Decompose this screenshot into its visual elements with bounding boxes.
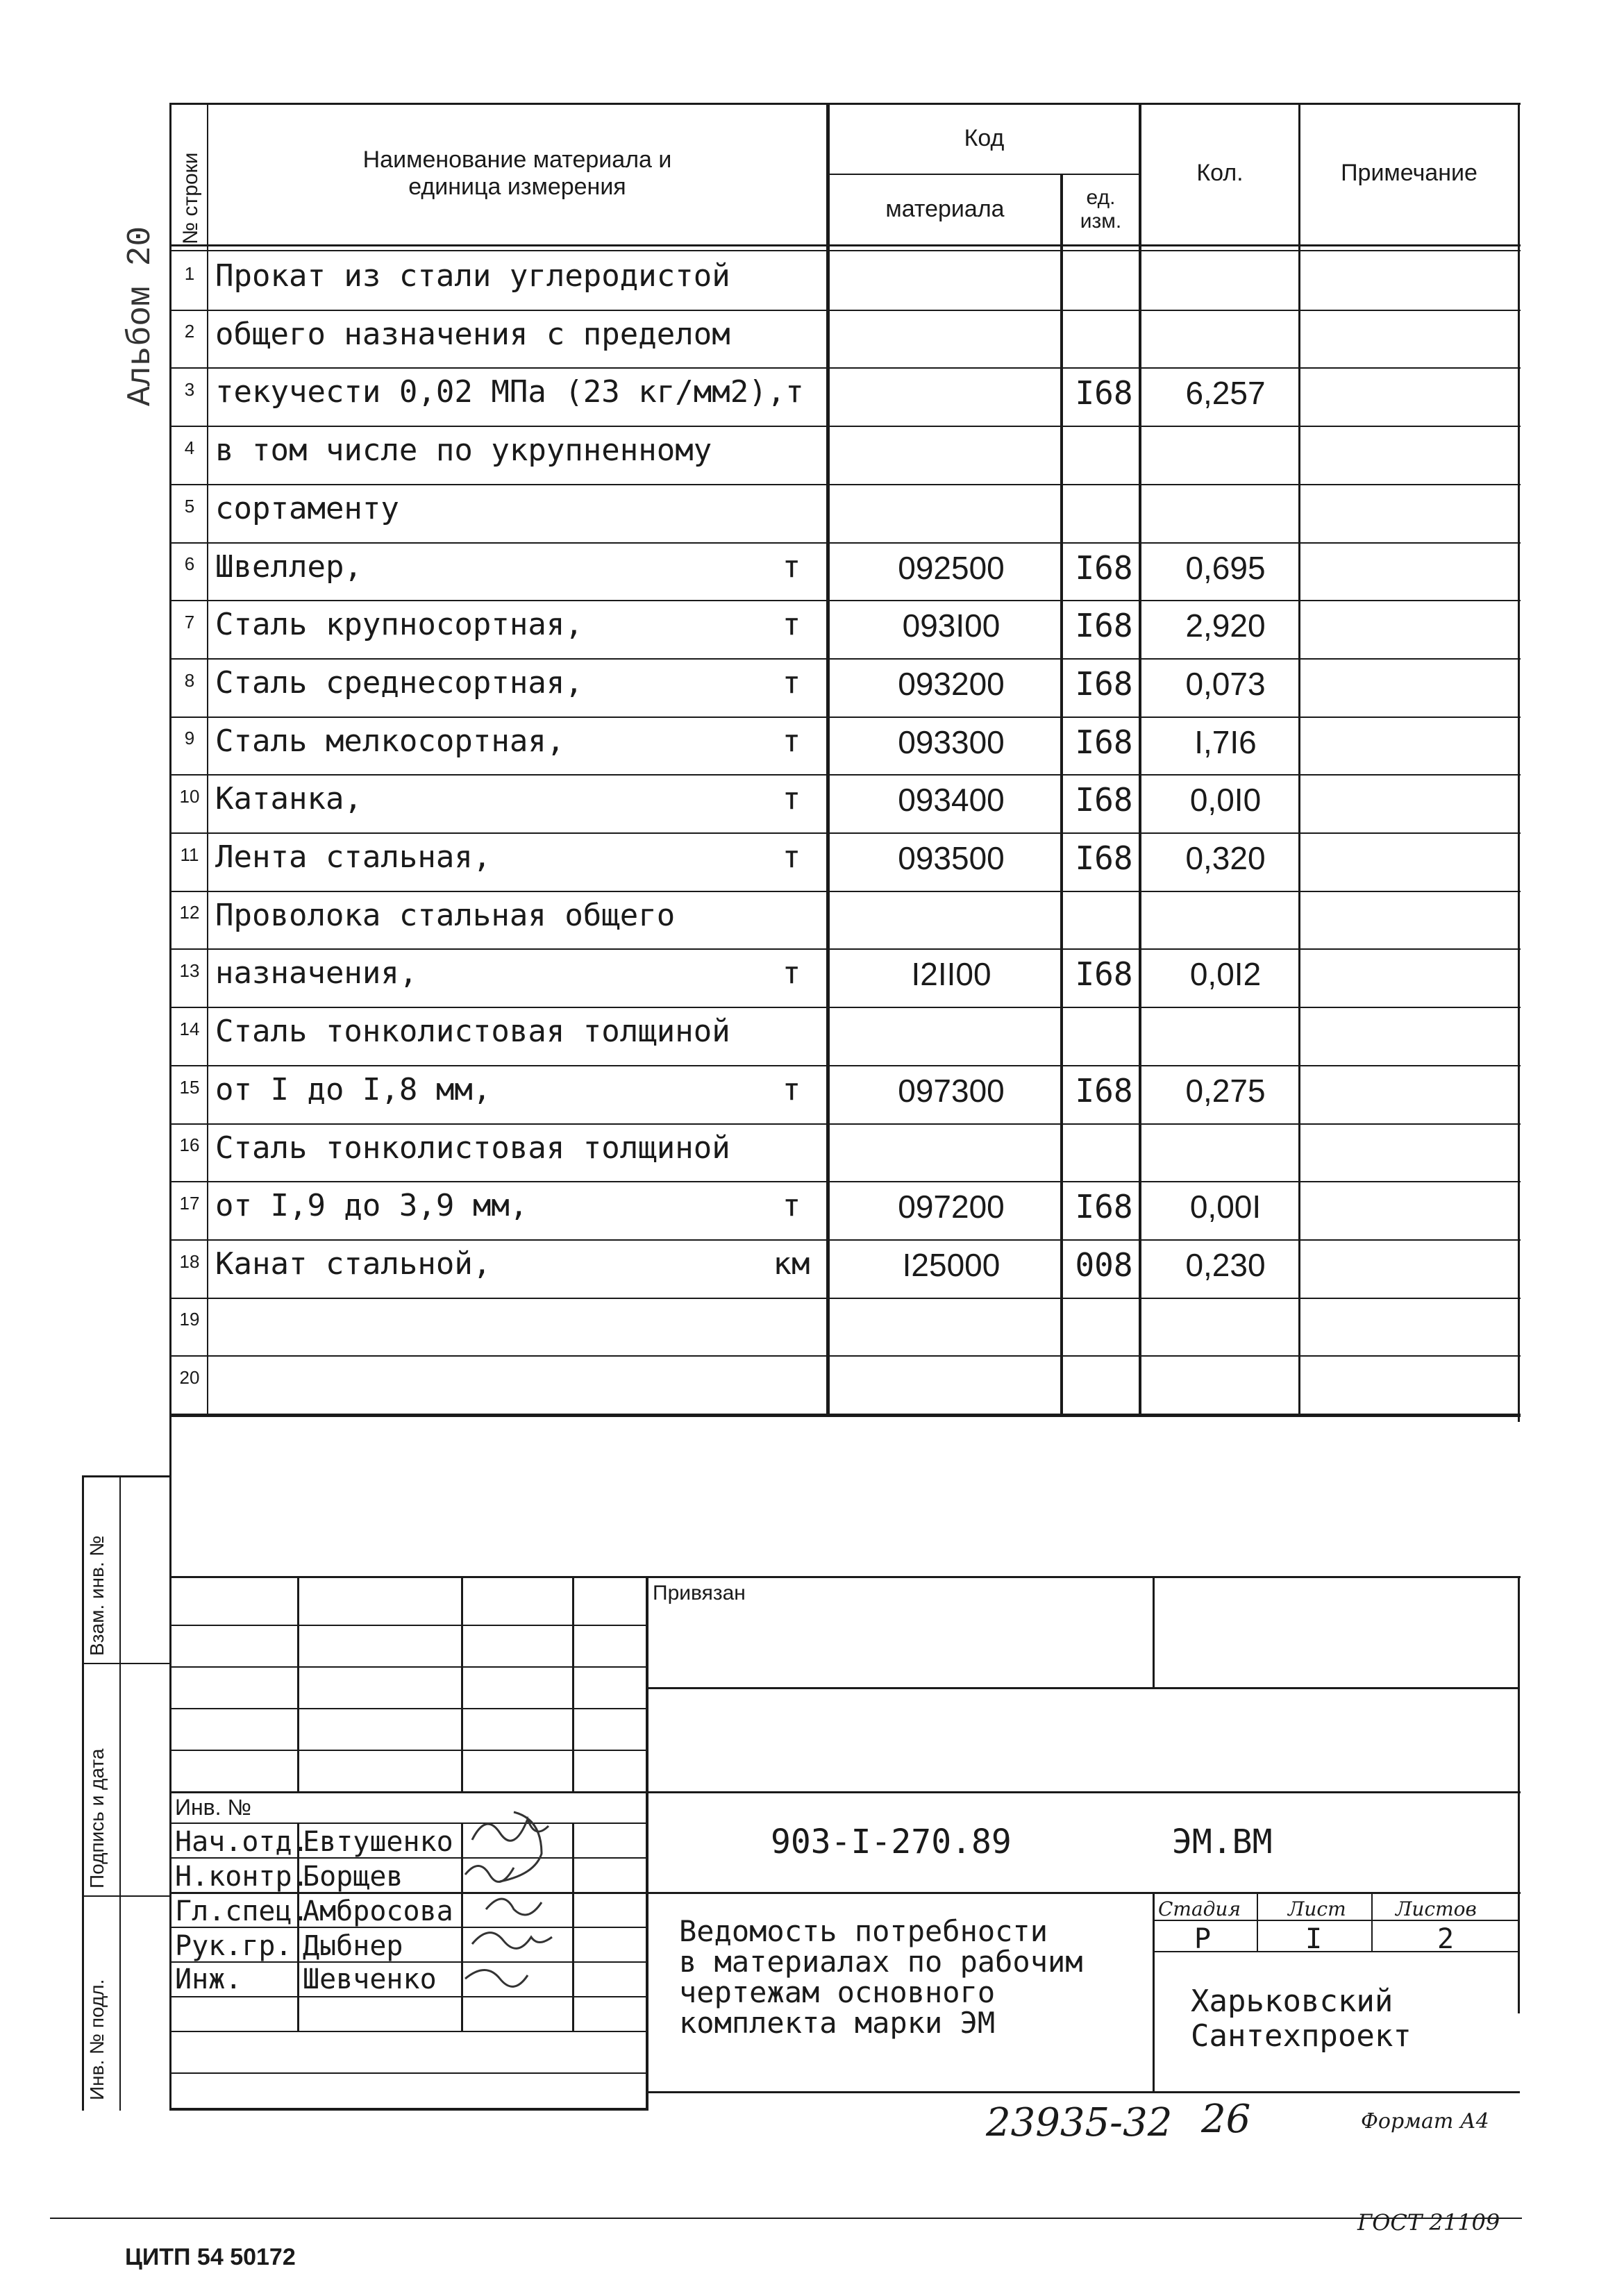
quantity: 0,00I bbox=[1189, 1189, 1262, 1225]
material-name: Прокат из стали углеродистой bbox=[215, 258, 730, 294]
header-unit: ед. изм. bbox=[1080, 185, 1122, 233]
material-name: Сталь среднесортная, bbox=[215, 664, 583, 701]
material-name: Сталь крупносортная, bbox=[215, 607, 583, 643]
material-code: 093400 bbox=[898, 782, 1005, 819]
row-divider bbox=[169, 542, 1521, 544]
row-divider bbox=[169, 1181, 1521, 1182]
unit-code: I68 bbox=[1075, 374, 1133, 412]
row-number: 20 bbox=[179, 1367, 200, 1389]
row-number: 12 bbox=[179, 902, 200, 923]
row-number: 18 bbox=[179, 1250, 200, 1272]
row-divider bbox=[169, 891, 1521, 892]
material-name: Швеллер, bbox=[215, 548, 362, 585]
row-number: 7 bbox=[184, 611, 195, 632]
material-unit: т bbox=[782, 1188, 801, 1224]
quantity: 0,695 bbox=[1185, 549, 1266, 586]
material-unit: т bbox=[782, 548, 801, 585]
row-divider bbox=[169, 367, 1521, 369]
side-label-podpis: Подпись и дата bbox=[86, 1748, 108, 1888]
row-divider bbox=[169, 948, 1521, 950]
unit-code: I68 bbox=[1075, 781, 1133, 819]
material-code: 097300 bbox=[898, 1072, 1005, 1109]
quantity: 0,230 bbox=[1185, 1246, 1266, 1283]
staff-role: Нач.отд. bbox=[175, 1826, 309, 1858]
material-unit: т bbox=[782, 781, 801, 817]
row-number: 5 bbox=[184, 495, 195, 517]
row-divider bbox=[169, 717, 1521, 718]
material-code: 097200 bbox=[898, 1189, 1005, 1225]
staff-name: Евтушенко bbox=[303, 1826, 453, 1858]
row-number: 4 bbox=[184, 437, 195, 458]
row-divider bbox=[169, 310, 1521, 311]
list-value: I bbox=[1305, 1923, 1323, 1955]
staff-name: Амбросова bbox=[303, 1895, 453, 1927]
material-name: текучести 0,02 МПа (23 кг/мм2),т bbox=[215, 374, 804, 410]
row-number: 9 bbox=[184, 728, 195, 749]
material-unit: км bbox=[773, 1246, 810, 1282]
unit-code: I68 bbox=[1075, 1071, 1133, 1109]
header-quantity: Кол. bbox=[1196, 160, 1244, 187]
row-divider bbox=[169, 774, 1521, 776]
material-code: 092500 bbox=[898, 549, 1005, 586]
staff-role: Рук.гр. bbox=[175, 1930, 292, 1962]
staff-role: Инж. bbox=[175, 1963, 242, 1995]
row-divider bbox=[169, 1007, 1521, 1008]
archive-number: 23935-32 bbox=[986, 2100, 1173, 2145]
staff-role: Н.контр. bbox=[175, 1861, 309, 1893]
row-number: 1 bbox=[184, 262, 195, 284]
unit-code: 008 bbox=[1075, 1246, 1133, 1284]
header-note: Примечание bbox=[1341, 160, 1477, 187]
unit-code: I68 bbox=[1075, 839, 1133, 878]
row-number: 10 bbox=[179, 786, 200, 807]
quantity: 2,920 bbox=[1185, 607, 1266, 644]
material-name: Канат стальной, bbox=[215, 1246, 492, 1282]
privyazan-label: Привязан bbox=[653, 1582, 746, 1604]
citp-label: ЦИТП 54 50172 bbox=[125, 2244, 296, 2270]
quantity: 0,0I2 bbox=[1189, 956, 1262, 993]
material-name: в том числе по укрупненному bbox=[215, 433, 712, 469]
material-unit: т bbox=[782, 664, 801, 701]
material-name: Сталь мелкосортная, bbox=[215, 723, 565, 759]
quantity: 0,275 bbox=[1185, 1072, 1266, 1109]
material-unit: т bbox=[782, 1071, 801, 1107]
header-code: Код bbox=[964, 125, 1005, 152]
unit-code: I68 bbox=[1075, 664, 1133, 703]
material-name: от I до I,8 мм, bbox=[215, 1071, 492, 1107]
document-code: 903-I-270.89 ЭМ.ВМ bbox=[771, 1822, 1273, 1861]
quantity: I,7I6 bbox=[1194, 723, 1257, 760]
row-number: 19 bbox=[179, 1309, 200, 1330]
page-number: 26 bbox=[1201, 2097, 1251, 2142]
format-label: Формат А4 bbox=[1361, 2109, 1489, 2134]
material-unit: т bbox=[782, 839, 801, 875]
quantity: 0,073 bbox=[1185, 665, 1266, 702]
material-code: I2II00 bbox=[911, 956, 991, 993]
unit-code: I68 bbox=[1075, 1188, 1133, 1226]
material-name: общего назначения с пределом bbox=[215, 316, 730, 352]
quantity: 0,320 bbox=[1185, 840, 1266, 877]
material-name: от I,9 до 3,9 мм, bbox=[215, 1188, 528, 1224]
row-divider bbox=[169, 600, 1521, 601]
row-number: 8 bbox=[184, 669, 195, 691]
listov-value: 2 bbox=[1437, 1923, 1455, 1955]
material-unit: т bbox=[782, 607, 801, 643]
unit-code: I68 bbox=[1075, 955, 1133, 994]
quantity: 0,0I0 bbox=[1189, 782, 1262, 819]
material-unit: т bbox=[782, 955, 801, 991]
stadiya-value: Р bbox=[1194, 1923, 1212, 1955]
material-code: 093200 bbox=[898, 665, 1005, 702]
organization: Харьковский Сантехпроект bbox=[1191, 1984, 1412, 2054]
material-unit: т bbox=[782, 723, 801, 759]
material-name: Катанка, bbox=[215, 781, 362, 817]
inv-no-label: Инв. № bbox=[175, 1795, 251, 1820]
row-number: 17 bbox=[179, 1192, 200, 1214]
row-divider bbox=[169, 658, 1521, 660]
bottom-rule bbox=[50, 2218, 1522, 2219]
gost-label: ГОСТ 21109 bbox=[1357, 2209, 1500, 2236]
staff-role: Гл.спец. bbox=[175, 1895, 309, 1927]
header-material-code: материала bbox=[885, 196, 1005, 223]
row-number: 6 bbox=[184, 553, 195, 575]
material-name: сортаменту bbox=[215, 490, 399, 526]
row-number: 16 bbox=[179, 1134, 200, 1156]
staff-name: Дыбнер bbox=[303, 1930, 403, 1962]
row-divider bbox=[169, 1239, 1521, 1241]
side-label-vzam: Взам. инв. № bbox=[86, 1535, 108, 1656]
header-material-name: Наименование материала и единица измерения bbox=[362, 146, 672, 200]
stadiya-label: Стадия bbox=[1158, 1897, 1241, 1920]
material-code: 093500 bbox=[898, 840, 1005, 877]
row-number: 13 bbox=[179, 960, 200, 982]
side-label-inv-podl: Инв. № подл. bbox=[86, 1979, 108, 2100]
row-number: 14 bbox=[179, 1018, 200, 1039]
row-number: 15 bbox=[179, 1076, 200, 1098]
row-divider bbox=[169, 832, 1521, 834]
staff-name: Шевченко bbox=[303, 1963, 437, 1995]
unit-code: I68 bbox=[1075, 607, 1133, 645]
album-label: Альбом 20 bbox=[122, 226, 160, 406]
material-code: 093300 bbox=[898, 723, 1005, 760]
row-divider bbox=[169, 1065, 1521, 1066]
signature-marks bbox=[458, 1798, 639, 2069]
header-row-number: № строки bbox=[179, 152, 202, 244]
material-code: I25000 bbox=[902, 1246, 1001, 1283]
row-number: 3 bbox=[184, 379, 195, 401]
material-name: назначения, bbox=[215, 955, 418, 991]
row-divider bbox=[169, 484, 1521, 485]
row-divider bbox=[169, 1298, 1521, 1299]
material-name: Лента стальная, bbox=[215, 839, 492, 875]
row-divider bbox=[169, 1355, 1521, 1357]
row-divider bbox=[169, 426, 1521, 427]
material-name: Проволока стальная общего bbox=[215, 897, 676, 933]
material-name: Сталь тонколистовая толщиной bbox=[215, 1130, 730, 1166]
document-title: Ведомость потребности в материалах по рабочим чертежам основного комплекта марки ЭМ bbox=[679, 1914, 1083, 2040]
listov-label: Листов bbox=[1396, 1897, 1477, 1920]
row-number: 11 bbox=[180, 844, 199, 865]
row-number: 2 bbox=[184, 321, 195, 342]
staff-name: Борщев bbox=[303, 1861, 403, 1893]
unit-code: I68 bbox=[1075, 723, 1133, 761]
quantity: 6,257 bbox=[1185, 375, 1266, 412]
list-label: Лист bbox=[1288, 1897, 1346, 1920]
row-divider bbox=[169, 1123, 1521, 1125]
material-code: 093I00 bbox=[902, 607, 1001, 644]
material-name: Сталь тонколистовая толщиной bbox=[215, 1014, 730, 1050]
unit-code: I68 bbox=[1075, 548, 1133, 587]
